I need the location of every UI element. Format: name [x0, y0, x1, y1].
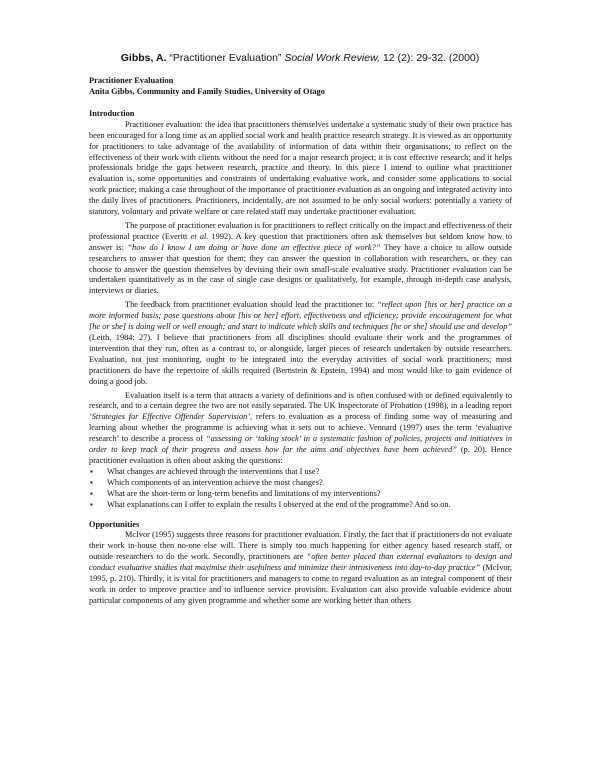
list-item: ▪ What are the short-term or long-term benefits and limitations of my interventions?: [89, 489, 512, 500]
paragraph: The purpose of practitioner evaluation is for practitioners to reflect critically on the impact and effectiveness of their professional practice (Everitt et al. 1992). A key question that practitioners often ask themselves but seldom know how to answer is: “how do I know I am doing or have done an effective piece of work?” They have a choice to allow outside researchers to answer that question for them; they can answer the question in collaboration with researchers, or they can choose to answer the question themselves by devising their own small-scale evaluative study. Practitioner evaluation can be undertaken quantitatively as in the case of single case designs or qualitatively, for example, through in-depth case analysis, interviews or diaries.: [89, 220, 512, 296]
title-block: [89, 76, 512, 97]
article-byline: Anita Gibbs, Community and Family Studies, University of Otago: [89, 86, 325, 96]
citation-author: Gibbs, A.: [120, 52, 167, 64]
paragraph: McIvor (1995) suggests three reasons for practitioner evaluation. Firstly, the fact that if practitioners do not evaluate their work in-house then no-one else will. There is simply too much happening for either agency based research staff, or outside researchers to do the work. Secondly, practitioners are “often better placed than external evaluators to design and conduct evaluative studies that maximise their usefulness and minimize their intrusiveness into day-to-day practice” (McIvor, 1995, p. 210). Thirdly, it is vital for practitioners and managers to come to regard evaluation as an integral component of their work in order to improve practice and to influence service provision. Evaluation can also provide valuable evidence about particular components of any given programme and whether some are working better than others: [89, 530, 512, 605]
paragraph: The feedback from practitioner evaluation should lead the practitioner to: “reflect upon [his or her] practice on a more informed basis; pose questions about [his or her] effort, effectiveness and efficiency; provide encouragement for what [he or she] is doing well or well enough; and start to indicate which skills and techniques [he or she] should use and develop” (Leith, 1984: 27). I believe that practitioners from all disciplines should evaluate their work and the programmes of intervention that they run, often as a contrast to, or alongside, larger pieces of research undertaken by outside researchers. Evaluation, not just monitoring, ought to be integrated into the everyday activities of social work practitioners; most practitioners do have the repertoire of skills required (Bernstein & Epstein, 1994) and most would like to gain evidence of doing a good job.: [89, 300, 512, 386]
article-title: Practitioner Evaluation: [89, 76, 174, 85]
paragraph: Evaluation itself is a term that attracts a variety of definitions and is often confused with or defined equivalently to research, and to a certain degree the two are not easily separated. The UK Inspectorate of Probation (1998), in a leading report ‘Strategies for Effective Offender Supervision’, refers to evaluation as a process of finding some way of measuring and learning about whether the programme is achieving what it sets out to achieve. Vennard (1997) uses the term ‘evaluative research’ to describe a process of “assessing or ‘taking stock’ in a systematic fashion of policies, projects and initiatives in order to keep track of their progress and assess how far the aims and objectives have been achieved” (p. 20). Hence practitioner evaluation is often about asking the questions:: [89, 390, 512, 465]
citation-journal: Social Work Review,: [284, 52, 381, 64]
list-item: ▪ What changes are achieved through the interventions that I use?: [89, 467, 512, 478]
heading-introduction: Introduction: [89, 109, 135, 119]
section-introduction: [89, 109, 512, 510]
citation-header: [0, 52, 600, 64]
paragraph: Practitioner evaluation: the idea that practitioners themselves undertake a systematic study of their own practice has been encouraged for a long time as an applied social work and health practice research strategy. It is viewed as an opportunity for practitioners to take advantage of the availability of information of data within their organisations; to reflect on the effectiveness of their work with clients without the need for a major research project; it is cost effective research; and it helps professionals bridge the gaps between research, practice and theory. In this piece I intend to outline what practitioner evaluation is, some opportunities and constraints of undertaking evaluative work, and consider some applications to social work practice; making a case throughout of the importance of practitioner evaluation as an ongoing and integrated activity into the daily lives of practitioners. Practitioners, incidentally, are not assumed to be only social workers: potentially a variety of statutory, voluntary and private welfare or care related staff may undertake practitioner evaluation.: [89, 119, 512, 217]
question-list: [89, 467, 512, 511]
heading-opportunities: Opportunities: [89, 519, 140, 529]
article-body: [89, 76, 512, 615]
list-item: ▪ Which components of an intervention achieve the most changes?: [89, 478, 512, 489]
list-item: ▪ What explanations can I offer to explain the results I observed at the end of the programme? And so on.: [89, 500, 512, 511]
section-opportunities: [89, 520, 512, 607]
citation-volume: 12 (2): 29-32. (2000): [380, 52, 480, 64]
citation-title: “Practitioner Evaluation”: [166, 52, 285, 64]
